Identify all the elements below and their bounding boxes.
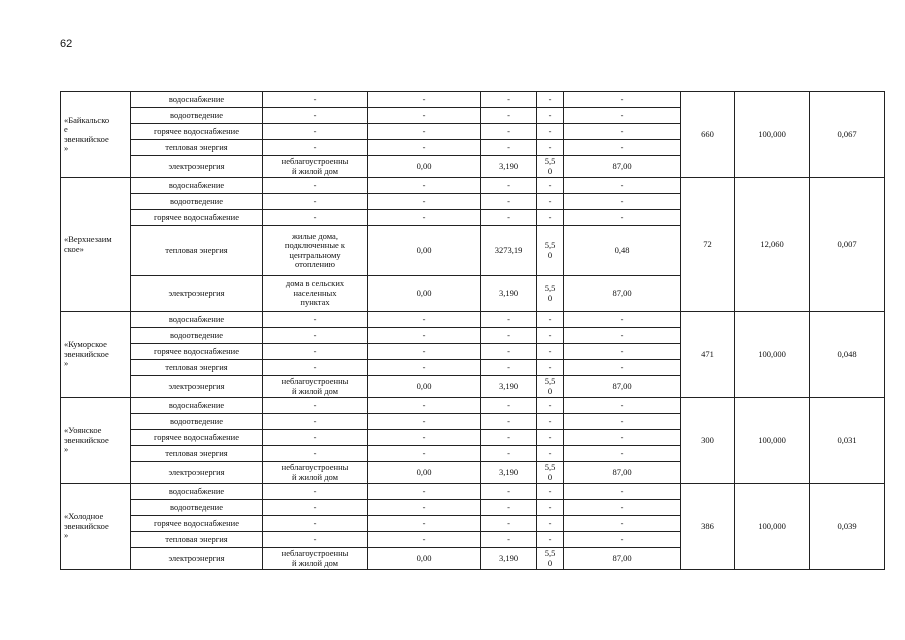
resource-cell: тепловая энергия (131, 226, 263, 276)
value-cell: - (481, 344, 537, 360)
category-cell: неблагоустроенны й жилой дом (263, 462, 368, 484)
category-cell: - (263, 124, 368, 140)
value-cell: 87,00 (564, 376, 681, 398)
municipality-cell: «Верхнезаим ское» (61, 178, 131, 312)
value-cell: 0,00 (368, 462, 481, 484)
value-cell: - (537, 430, 564, 446)
value-cell: - (481, 312, 537, 328)
value-cell: - (564, 328, 681, 344)
percent-cell: 100,000 (735, 312, 810, 398)
resource-cell: водоснабжение (131, 312, 263, 328)
resource-cell: водоснабжение (131, 92, 263, 108)
value-cell: - (481, 108, 537, 124)
resource-cell: электроэнергия (131, 156, 263, 178)
value-cell: - (368, 178, 481, 194)
value-cell: - (481, 516, 537, 532)
value-cell: - (537, 108, 564, 124)
resource-cell: водоснабжение (131, 178, 263, 194)
value-cell: - (481, 124, 537, 140)
value-cell: - (564, 446, 681, 462)
percent-cell: 100,000 (735, 92, 810, 178)
value-cell: 0,00 (368, 156, 481, 178)
category-cell: - (263, 328, 368, 344)
value-cell: 3,190 (481, 376, 537, 398)
value-cell: - (564, 194, 681, 210)
value-cell: - (537, 360, 564, 376)
value-cell: - (368, 516, 481, 532)
table-row (61, 398, 885, 414)
share-cell: 0,031 (810, 398, 885, 484)
table-row (61, 312, 885, 328)
category-cell: жилые дома, подключенные к центральному отоплению (263, 226, 368, 276)
value-cell: - (564, 312, 681, 328)
value-cell: 87,00 (564, 276, 681, 312)
resource-cell: тепловая энергия (131, 140, 263, 156)
value-cell: - (537, 446, 564, 462)
category-cell: - (263, 430, 368, 446)
category-cell: - (263, 446, 368, 462)
category-cell: - (263, 532, 368, 548)
value-cell: 0,00 (368, 226, 481, 276)
population-cell: 386 (681, 484, 735, 570)
category-cell: неблагоустроенны й жилой дом (263, 156, 368, 178)
category-cell: - (263, 484, 368, 500)
value-cell: 3273,19 (481, 226, 537, 276)
value-cell: 87,00 (564, 462, 681, 484)
value-cell: - (368, 210, 481, 226)
population-cell: 300 (681, 398, 735, 484)
table-row (61, 92, 885, 108)
value-cell: - (537, 328, 564, 344)
value-cell: - (481, 140, 537, 156)
resource-cell: горячее водоснабжение (131, 430, 263, 446)
value-cell: - (368, 532, 481, 548)
resource-cell: водоотведение (131, 500, 263, 516)
value-cell: - (537, 500, 564, 516)
resource-cell: водоснабжение (131, 484, 263, 500)
population-cell: 72 (681, 178, 735, 312)
category-cell: неблагоустроенны й жилой дом (263, 376, 368, 398)
category-cell: неблагоустроенны й жилой дом (263, 548, 368, 570)
value-cell: - (481, 430, 537, 446)
resource-cell: водоотведение (131, 414, 263, 430)
share-cell: 0,048 (810, 312, 885, 398)
value-cell: - (564, 532, 681, 548)
category-cell: - (263, 398, 368, 414)
value-cell: - (537, 140, 564, 156)
value-cell: - (537, 532, 564, 548)
category-cell: дома в сельских населенных пунктах (263, 276, 368, 312)
value-cell: - (537, 92, 564, 108)
tariff-table (60, 91, 885, 570)
value-cell: 5,5 0 (537, 276, 564, 312)
value-cell: - (368, 92, 481, 108)
resource-cell: водоотведение (131, 194, 263, 210)
value-cell: - (368, 124, 481, 140)
percent-cell: 100,000 (735, 398, 810, 484)
value-cell: 87,00 (564, 156, 681, 178)
share-cell: 0,039 (810, 484, 885, 570)
resource-cell: горячее водоснабжение (131, 210, 263, 226)
value-cell: - (537, 344, 564, 360)
category-cell: - (263, 360, 368, 376)
value-cell: - (564, 344, 681, 360)
resource-cell: водоотведение (131, 108, 263, 124)
value-cell: - (481, 178, 537, 194)
value-cell: - (537, 484, 564, 500)
value-cell: - (564, 178, 681, 194)
value-cell: 3,190 (481, 462, 537, 484)
value-cell: - (564, 124, 681, 140)
value-cell: - (564, 92, 681, 108)
category-cell: - (263, 210, 368, 226)
value-cell: 5,5 0 (537, 548, 564, 570)
category-cell: - (263, 108, 368, 124)
value-cell: 0,48 (564, 226, 681, 276)
category-cell: - (263, 414, 368, 430)
value-cell: 0,00 (368, 276, 481, 312)
value-cell: - (564, 430, 681, 446)
value-cell: - (537, 398, 564, 414)
value-cell: - (368, 398, 481, 414)
category-cell: - (263, 194, 368, 210)
resource-cell: электроэнергия (131, 548, 263, 570)
value-cell: - (481, 328, 537, 344)
resource-cell: водоотведение (131, 328, 263, 344)
value-cell: - (481, 398, 537, 414)
value-cell: - (537, 516, 564, 532)
resource-cell: тепловая энергия (131, 360, 263, 376)
value-cell: - (481, 210, 537, 226)
value-cell: - (481, 484, 537, 500)
value-cell: - (564, 210, 681, 226)
share-cell: 0,007 (810, 178, 885, 312)
resource-cell: электроэнергия (131, 462, 263, 484)
table-row (61, 178, 885, 194)
value-cell: - (564, 140, 681, 156)
value-cell: - (368, 360, 481, 376)
resource-cell: горячее водоснабжение (131, 344, 263, 360)
value-cell: 0,00 (368, 548, 481, 570)
value-cell: - (564, 360, 681, 376)
percent-cell: 100,000 (735, 484, 810, 570)
category-cell: - (263, 500, 368, 516)
value-cell: - (537, 178, 564, 194)
table-row (61, 484, 885, 500)
value-cell: 5,5 0 (537, 462, 564, 484)
value-cell: 5,5 0 (537, 376, 564, 398)
value-cell: - (368, 108, 481, 124)
value-cell: - (564, 500, 681, 516)
value-cell: - (368, 430, 481, 446)
value-cell: - (481, 92, 537, 108)
category-cell: - (263, 312, 368, 328)
value-cell: - (537, 124, 564, 140)
resource-cell: водоснабжение (131, 398, 263, 414)
category-cell: - (263, 92, 368, 108)
value-cell: - (481, 500, 537, 516)
value-cell: - (481, 532, 537, 548)
value-cell: - (537, 312, 564, 328)
value-cell: - (537, 414, 564, 430)
value-cell: - (564, 108, 681, 124)
value-cell: 3,190 (481, 276, 537, 312)
page-number: 62 (60, 38, 73, 50)
share-cell: 0,067 (810, 92, 885, 178)
value-cell: - (481, 194, 537, 210)
value-cell: - (537, 194, 564, 210)
value-cell: - (481, 446, 537, 462)
value-cell: 0,00 (368, 376, 481, 398)
category-cell: - (263, 516, 368, 532)
value-cell: - (564, 516, 681, 532)
resource-cell: электроэнергия (131, 276, 263, 312)
value-cell: - (368, 446, 481, 462)
percent-cell: 12,060 (735, 178, 810, 312)
value-cell: - (368, 484, 481, 500)
value-cell: 5,5 0 (537, 226, 564, 276)
value-cell: - (368, 312, 481, 328)
value-cell: - (481, 360, 537, 376)
resource-cell: электроэнергия (131, 376, 263, 398)
value-cell: - (368, 194, 481, 210)
category-cell: - (263, 344, 368, 360)
category-cell: - (263, 140, 368, 156)
municipality-cell: «Куморское эвенкийское » (61, 312, 131, 398)
municipality-cell: «Холодное эвенкийское » (61, 484, 131, 570)
resource-cell: тепловая энергия (131, 532, 263, 548)
value-cell: - (537, 210, 564, 226)
value-cell: - (368, 344, 481, 360)
value-cell: - (564, 484, 681, 500)
value-cell: 87,00 (564, 548, 681, 570)
value-cell: - (564, 398, 681, 414)
resource-cell: тепловая энергия (131, 446, 263, 462)
category-cell: - (263, 178, 368, 194)
value-cell: - (368, 328, 481, 344)
value-cell: 3,190 (481, 548, 537, 570)
population-cell: 471 (681, 312, 735, 398)
resource-cell: горячее водоснабжение (131, 124, 263, 140)
value-cell: - (368, 140, 481, 156)
population-cell: 660 (681, 92, 735, 178)
resource-cell: горячее водоснабжение (131, 516, 263, 532)
value-cell: - (368, 414, 481, 430)
value-cell: 3,190 (481, 156, 537, 178)
municipality-cell: «Байкальско е эвенкийское » (61, 92, 131, 178)
value-cell: - (564, 414, 681, 430)
value-cell: 5,5 0 (537, 156, 564, 178)
value-cell: - (481, 414, 537, 430)
municipality-cell: «Уоянское эвенкийское » (61, 398, 131, 484)
value-cell: - (368, 500, 481, 516)
